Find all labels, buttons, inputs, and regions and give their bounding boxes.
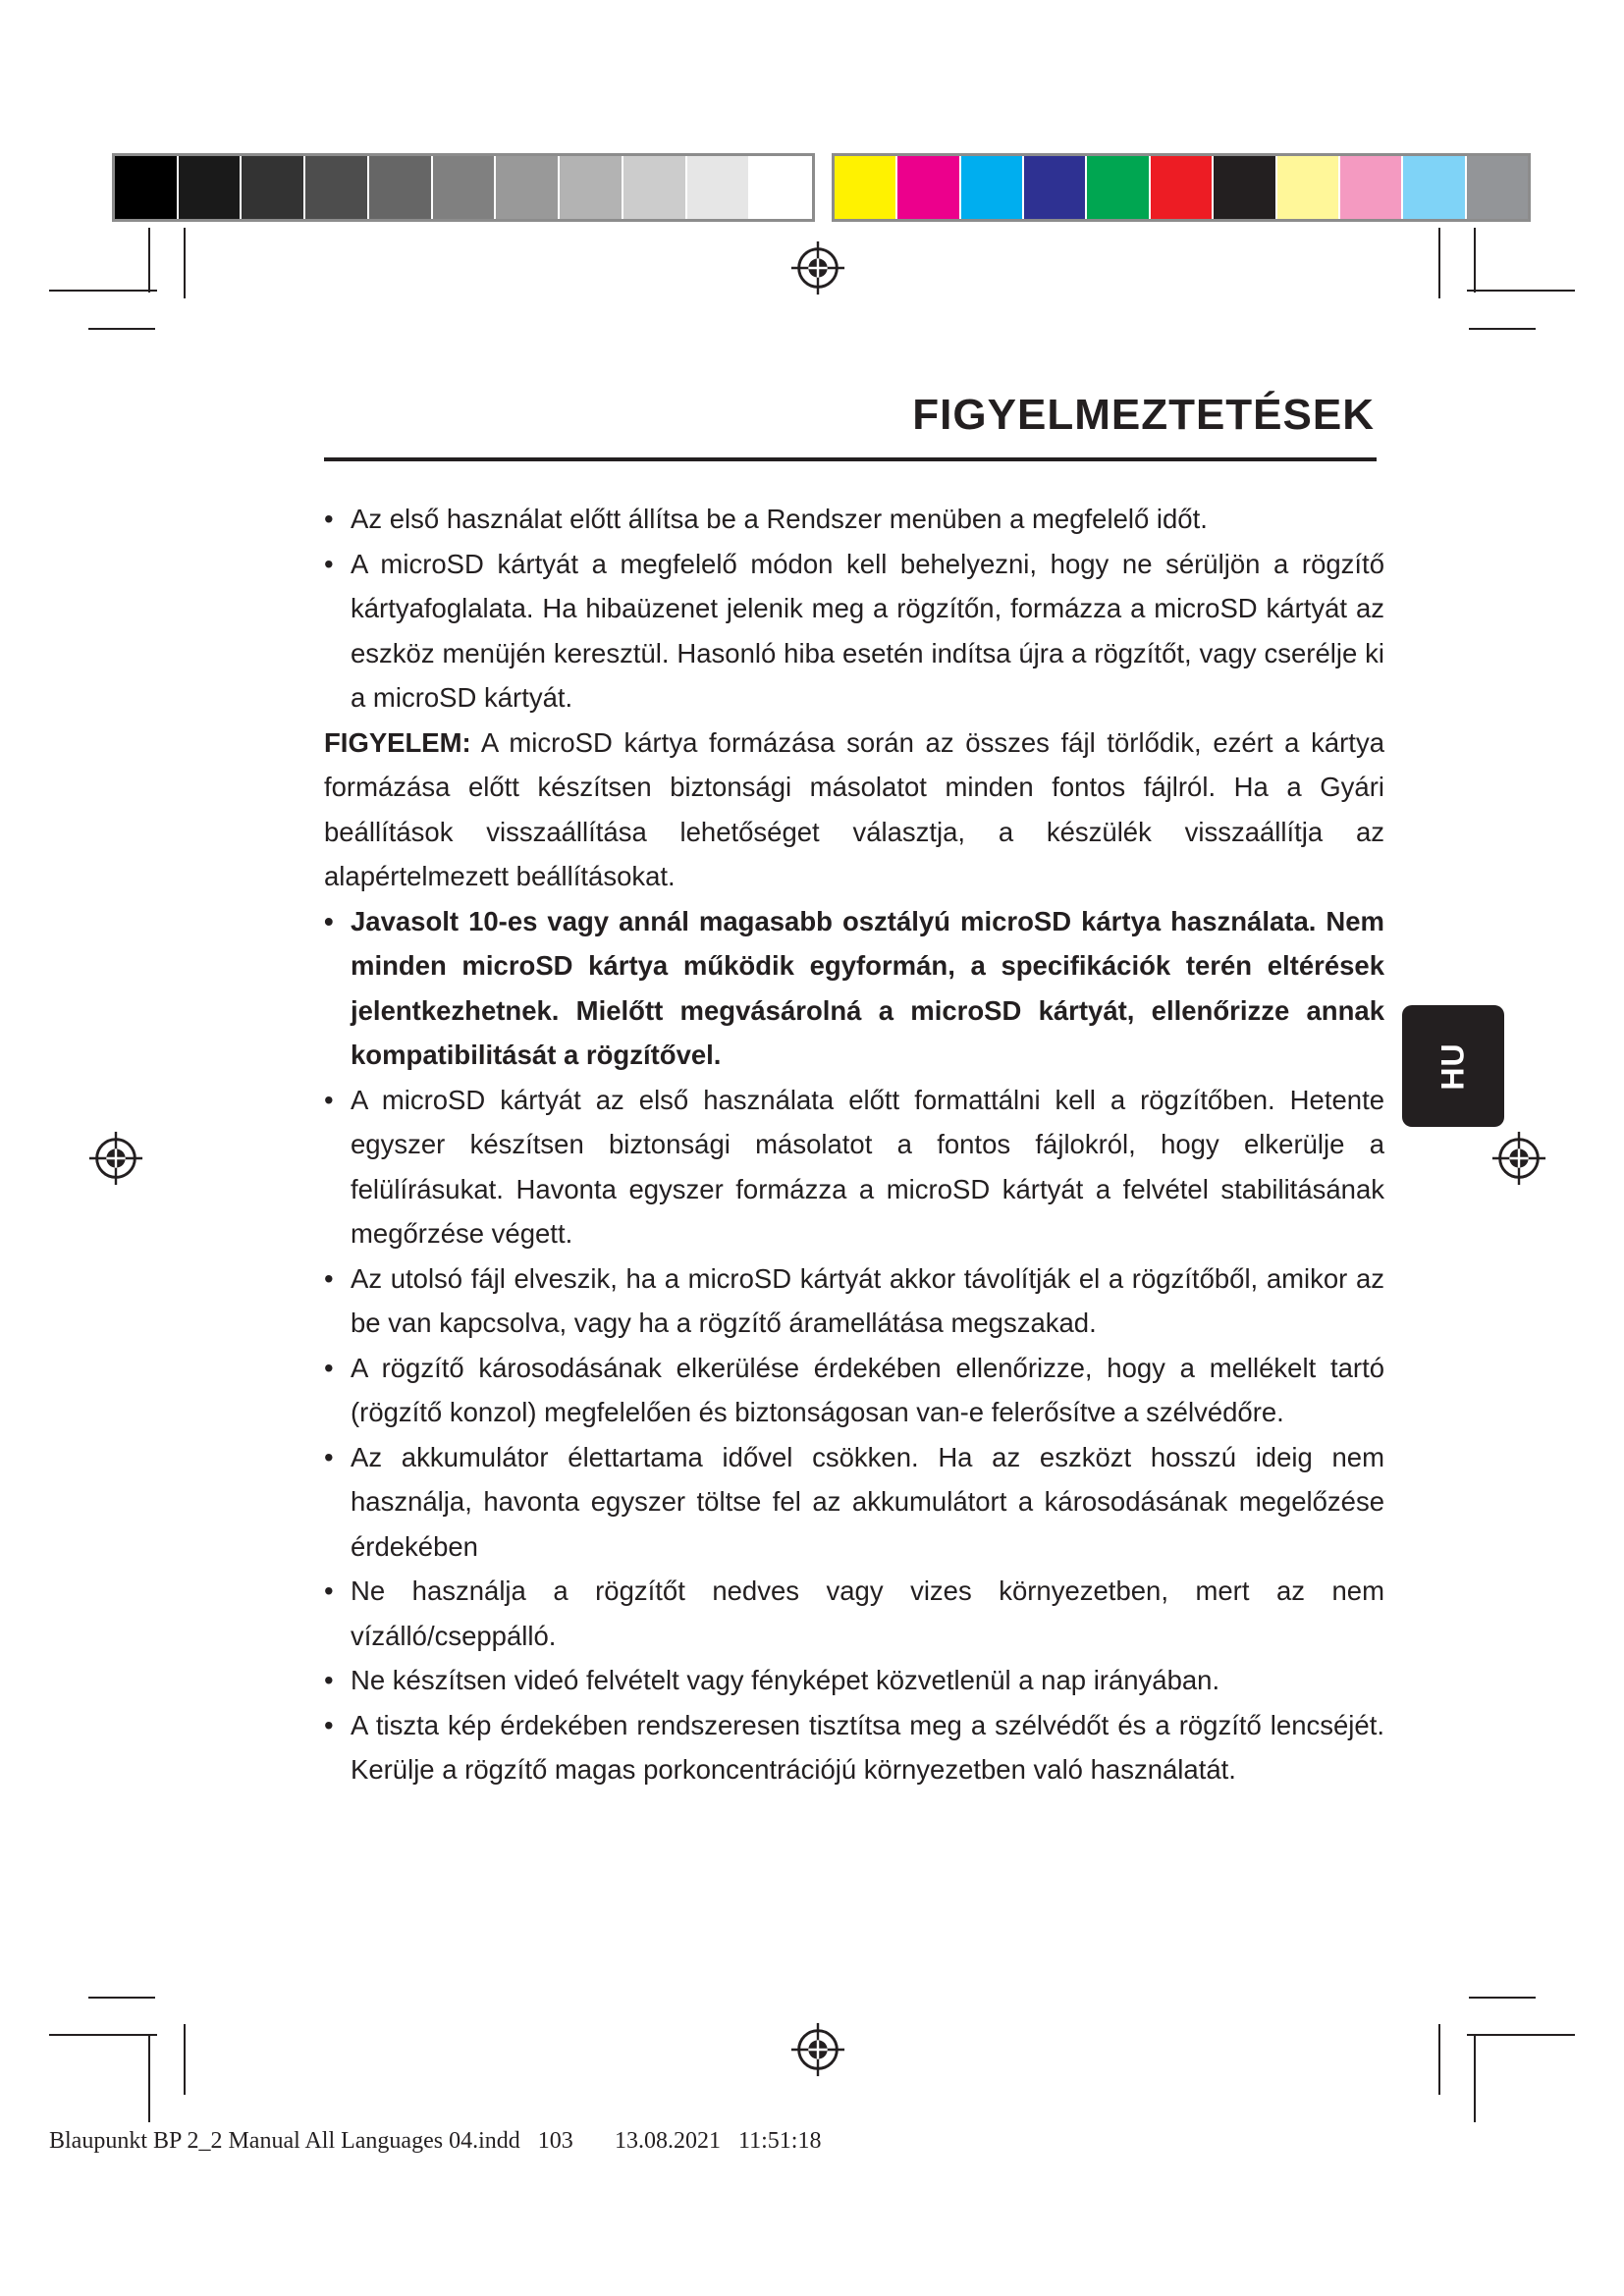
- crop-mark: [49, 2034, 157, 2036]
- page-title: FIGYELMEZTETÉSEK: [912, 391, 1375, 439]
- list-item: • Az utolsó fájl elveszik, ha a microSD kártyát akkor távolítják el a rögzítőből, amikor az be van kapcsolva, vagy ha a rögzítő áramellátása megszakad.: [324, 1256, 1384, 1346]
- color-calibration-bar: [832, 153, 1531, 222]
- list-item: • Javasolt 10-es vagy annál magasabb osztályú microSD kártya használata. Nem minden microSD kártya működik egyformán, a specifikációk terén eltérések jelentkezhetnek. Mielőtt megvásárolná a microSD kártyát, ellenőrizze annak kompatibilitását a rögzítővel.: [324, 899, 1384, 1078]
- list-item: • A tiszta kép érdekében rendszeresen tisztítsa meg a szélvédőt és a rögzítő lencséjét. Kerülje a rögzítő magas porkoncentrációjú környezetben való használatát.: [324, 1703, 1384, 1792]
- registration-mark-icon: [789, 2021, 846, 2078]
- bullet-list-top: [324, 497, 1384, 721]
- color-swatch: [1277, 156, 1340, 219]
- gray-swatch: [115, 156, 179, 219]
- crop-mark: [88, 1997, 155, 1999]
- color-swatch: [1024, 156, 1087, 219]
- crop-mark: [184, 2024, 186, 2095]
- gray-swatch: [687, 156, 751, 219]
- crop-mark: [49, 290, 157, 292]
- color-swatch: [1214, 156, 1276, 219]
- crop-mark: [1474, 228, 1476, 293]
- color-swatch: [961, 156, 1024, 219]
- list-item: • A microSD kártyát a megfelelő módon kell behelyezni, hogy ne sérüljön a rögzítő kártyafoglalata. Ha hibaüzenet jelenik meg a rögzítőn, formázza a microSD kártyát az eszköz menüjén keresztül. Hasonló hiba esetén indítsa újra a rögzítőt, vagy cserélje ki a microSD kártyát.: [324, 542, 1384, 721]
- crop-mark: [184, 228, 186, 298]
- list-item: • Ne készítsen videó felvételt vagy fényképet közvetlenül a nap irányában.: [324, 1658, 1384, 1703]
- warning-text: A microSD kártya formázása során az összes fájl törlődik, ezért a kártya formázása előtt készítsen biztonsági másolatot minden fontos fájlról. Ha a Gyári beállítások visszaállítása lehetőséget választja, a készülék visszaállítja az alapértelmezett beállításokat.: [324, 726, 1384, 891]
- gray-swatch: [369, 156, 433, 219]
- crop-mark: [1467, 290, 1575, 292]
- warnings-content: [324, 497, 1384, 1792]
- crop-mark: [1474, 2034, 1476, 2122]
- gray-swatch: [433, 156, 497, 219]
- color-swatch: [835, 156, 897, 219]
- gray-swatch: [242, 156, 305, 219]
- list-item: • A rögzítő károsodásának elkerülése érdekében ellenőrizze, hogy a mellékelt tartó (rögzítő konzol) megfelelően és biztonságosan van-e felerősítve a szélvédőre.: [324, 1346, 1384, 1435]
- list-item: • A microSD kártyát az első használata előtt formattálni kell a rögzítőben. Hetente egyszer készítsen biztonsági másolatot a fontos fájlokról, hogy elkerülje a felülírásukat. Havonta egyszer formázza a microSD kártyát a felvétel stabilitásának megőrzése végett.: [324, 1078, 1384, 1256]
- list-item: • Az első használat előtt állítsa be a Rendszer menüben a megfelelő időt.: [324, 497, 1384, 542]
- color-swatch: [1340, 156, 1403, 219]
- color-swatch: [1151, 156, 1214, 219]
- grayscale-calibration-bar: [112, 153, 815, 222]
- gray-swatch: [179, 156, 243, 219]
- registration-mark-icon: [87, 1130, 144, 1187]
- gray-swatch: [560, 156, 623, 219]
- crop-mark: [88, 328, 155, 330]
- gray-swatch: [305, 156, 369, 219]
- gray-swatch: [496, 156, 560, 219]
- registration-mark-icon: [1490, 1130, 1547, 1187]
- color-swatch: [1087, 156, 1150, 219]
- crop-mark: [1469, 1997, 1536, 1999]
- color-swatch: [897, 156, 960, 219]
- title-underline: [324, 457, 1377, 461]
- color-swatch: [1467, 156, 1528, 219]
- bullet-list-bottom: [324, 899, 1384, 1792]
- language-tab-label: HU: [1435, 1041, 1471, 1091]
- warning-paragraph: [324, 721, 1384, 899]
- list-item: • Ne használja a rögzítőt nedves vagy vizes környezetben, mert az nem vízálló/cseppálló.: [324, 1569, 1384, 1658]
- crop-mark: [148, 2034, 150, 2122]
- crop-mark: [1438, 228, 1440, 298]
- print-slug: Blaupunkt BP 2_2 Manual All Languages 04.indd 103 13.08.2021 11:51:18: [49, 2128, 822, 2154]
- gray-swatch: [623, 156, 687, 219]
- language-tab: [1402, 1005, 1504, 1127]
- crop-mark: [1469, 328, 1536, 330]
- registration-mark-icon: [789, 240, 846, 296]
- color-swatch: [1403, 156, 1466, 219]
- crop-mark: [1467, 2034, 1575, 2036]
- warning-label: FIGYELEM:: [324, 726, 471, 758]
- crop-mark: [148, 228, 150, 293]
- list-item: • Az akkumulátor élettartama idővel csökken. Ha az eszközt hosszú ideig nem használja, havonta egyszer töltse fel az akkumulátort a károsodásának megelőzése érdekében: [324, 1435, 1384, 1570]
- gray-swatch: [750, 156, 812, 219]
- crop-mark: [1438, 2024, 1440, 2095]
